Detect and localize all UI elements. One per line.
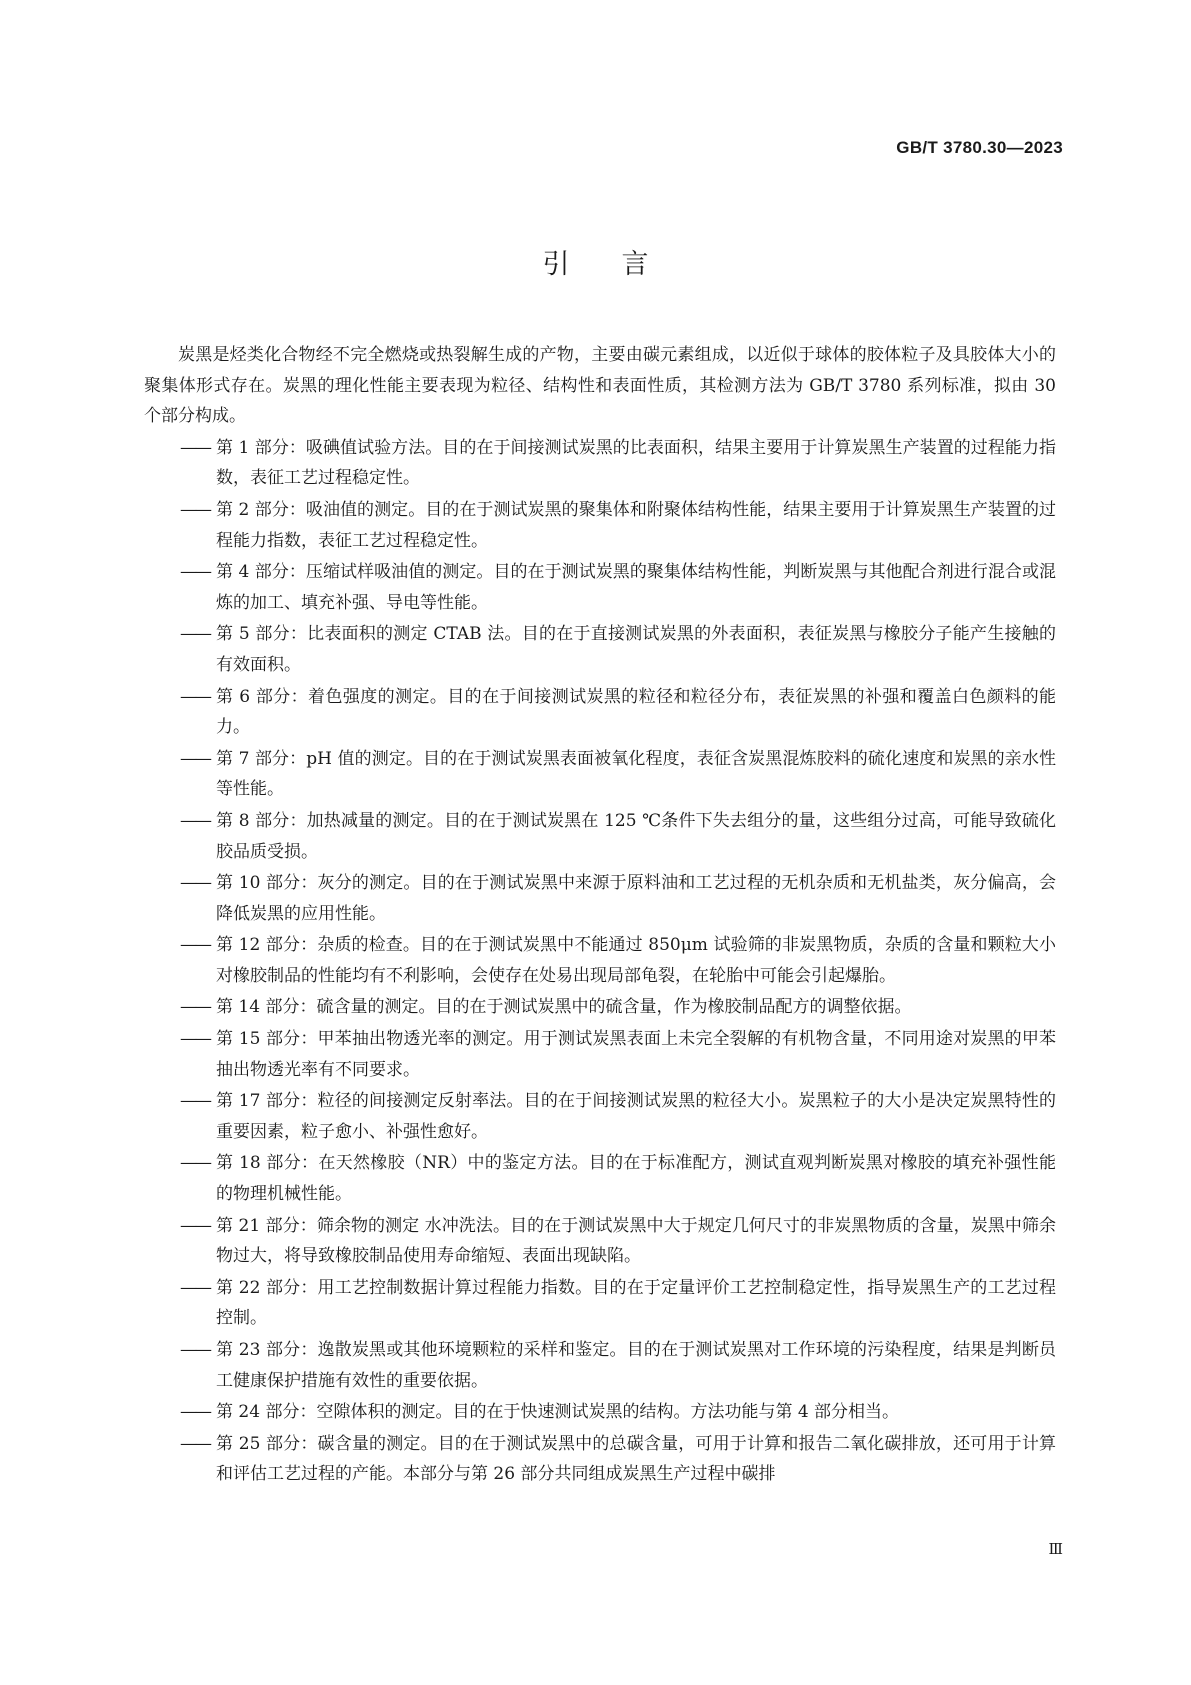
list-item-text: 第 7 部分：pH 值的测定。目的在于测试炭黑表面被氧化程度，表征含炭黑混炼胶料的硫化速度和炭黑的亲水性等性能。: [216, 748, 1056, 800]
parts-list: [144, 433, 1056, 1490]
list-item-text: 第 6 部分：着色强度的测定。目的在于间接测试炭黑的粒径和粒径分布，表征炭黑的补强和覆盖白色颜料的能力。: [216, 686, 1056, 738]
list-item: [144, 930, 1056, 991]
list-item: [144, 1397, 1056, 1428]
list-item-text: 第 24 部分：空隙体积的测定。目的在于快速测试炭黑的结构。方法功能与第 4 部分相当。: [216, 1402, 900, 1423]
list-item-text: 第 8 部分：加热减量的测定。目的在于测试炭黑在 125 ℃条件下失去组分的量，这些组分过高，可能导致硫化胶品质受损。: [216, 810, 1056, 862]
list-item-text: 第 2 部分：吸油值的测定。目的在于测试炭黑的聚集体和附聚体结构性能，结果主要用于计算炭黑生产装置的过程能力指数，表征工艺过程稳定性。: [216, 499, 1056, 551]
list-dash: ——: [180, 1091, 210, 1112]
list-item: [144, 1273, 1056, 1334]
list-item-text: 第 22 部分：用工艺控制数据计算过程能力指数。目的在于定量评价工艺控制稳定性，指导炭黑生产的工艺过程控制。: [216, 1277, 1056, 1329]
list-dash: ——: [180, 935, 210, 956]
list-item: [144, 806, 1056, 867]
list-item-text: 第 1 部分：吸碘值试验方法。目的在于间接测试炭黑的比表面积，结果主要用于计算炭黑生产装置的过程能力指数，表征工艺过程稳定性。: [216, 437, 1056, 489]
list-dash: ——: [180, 1029, 210, 1050]
list-dash: ——: [180, 1153, 210, 1174]
list-item-text: 第 14 部分：硫含量的测定。目的在于测试炭黑中的硫含量，作为橡胶制品配方的调整依据。: [216, 997, 912, 1018]
list-item: [144, 868, 1056, 929]
list-item: [144, 682, 1056, 743]
list-item-text: 第 18 部分：在天然橡胶（NR）中的鉴定方法。目的在于标准配方，测试直观判断炭黑对橡胶的填充补强性能的物理机械性能。: [216, 1153, 1056, 1205]
list-dash: ——: [180, 499, 210, 520]
list-dash: ——: [180, 1215, 210, 1236]
page-number: Ⅲ: [1048, 1540, 1063, 1558]
list-item-text: 第 15 部分：甲苯抽出物透光率的测定。用于测试炭黑表面上未完全裂解的有机物含量，不同用途对炭黑的甲苯抽出物透光率有不同要求。: [216, 1029, 1056, 1080]
list-item: [144, 1148, 1056, 1209]
list-dash: ——: [180, 1277, 210, 1298]
list-item: [144, 1335, 1056, 1396]
list-dash: ——: [180, 810, 210, 831]
list-item-text: 第 23 部分：逸散炭黑或其他环境颗粒的采样和鉴定。目的在于测试炭黑对工作环境的污染程度，结果是判断员工健康保护措施有效性的重要依据。: [216, 1340, 1056, 1391]
list-item-text: 第 21 部分：筛余物的测定 水冲洗法。目的在于测试炭黑中大于规定几何尺寸的非炭黑物质的含量，炭黑中筛余物过大，将导致橡胶制品使用寿命缩短、表面出现缺陷。: [216, 1215, 1056, 1267]
list-dash: ——: [180, 1433, 210, 1454]
list-item: [144, 1024, 1056, 1085]
list-item: [144, 557, 1056, 618]
standard-number: GB/T 3780.30—2023: [896, 138, 1063, 157]
list-item-text: 第 4 部分：压缩试样吸油值的测定。目的在于测试炭黑的聚集体结构性能，判断炭黑与其他配合剂进行混合或混炼的加工、填充补强、导电等性能。: [216, 562, 1056, 613]
page-title: 引言: [542, 249, 701, 280]
list-item-text: 第 5 部分：比表面积的测定 CTAB 法。目的在于直接测试炭黑的外表面积，表征炭黑与橡胶分子能产生接触的有效面积。: [216, 624, 1056, 675]
list-item: [144, 619, 1056, 680]
list-item-text: 第 25 部分：碳含量的测定。目的在于测试炭黑中的总碳含量，可用于计算和报告二氧化碳排放，还可用于计算和评估工艺过程的产能。本部分与第 26 部分共同组成炭黑生产过程中碳排: [216, 1433, 1056, 1485]
list-dash: ——: [180, 1340, 210, 1360]
list-item: [144, 495, 1056, 556]
list-item-text: 第 10 部分：灰分的测定。目的在于测试炭黑中来源于原料油和工艺过程的无机杂质和无机盐类，灰分偏高，会降低炭黑的应用性能。: [216, 873, 1056, 924]
list-dash: ——: [180, 624, 210, 645]
list-item-text: 第 17 部分：粒径的间接测定反射率法。目的在于间接测试炭黑的粒径大小。炭黑粒子的大小是决定炭黑特性的重要因素，粒子愈小、补强性愈好。: [216, 1091, 1056, 1142]
list-item: [144, 433, 1056, 494]
list-item-text: 第 12 部分：杂质的检查。目的在于测试炭黑中不能通过 850μm 试验筛的非炭黑物质，杂质的含量和颗粒大小对橡胶制品的性能均有不利影响，会使存在处易出现局部龟裂，在轮胎中可能会引起爆胎。: [216, 935, 1056, 986]
list-dash: ——: [180, 437, 210, 458]
list-item: [144, 744, 1056, 805]
list-dash: ——: [180, 748, 210, 769]
list-dash: ——: [180, 686, 210, 707]
list-item: [144, 1211, 1056, 1272]
list-dash: ——: [180, 873, 210, 894]
list-dash: ——: [180, 1402, 210, 1423]
document-body: [144, 340, 1056, 1491]
list-item: [144, 1086, 1056, 1147]
list-item: [144, 1429, 1056, 1490]
intro-paragraph: 炭黑是烃类化合物经不完全燃烧或热裂解生成的产物，主要由碳元素组成，以近似于球体的胶体粒子及具胶体大小的聚集体形式存在。炭黑的理化性能主要表现为粒径、结构性和表面性质，其检测方法为 GB/T 3780 系列标准，拟由 30 个部分构成。: [144, 345, 1056, 427]
list-dash: ——: [180, 997, 210, 1018]
list-item: [144, 992, 1056, 1023]
list-dash: ——: [180, 562, 210, 583]
